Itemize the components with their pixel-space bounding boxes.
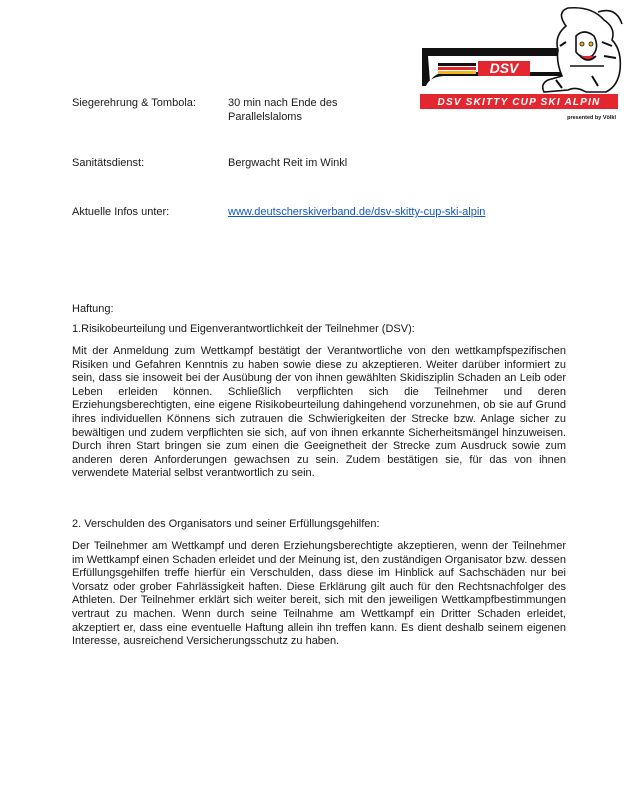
dsv-brand-text: DSV xyxy=(489,60,519,76)
liability-title: Haftung: xyxy=(72,303,114,315)
info-value: Bergwacht Reit im Winkl xyxy=(228,157,348,169)
section2-heading: 2. Verschulden des Organisators und seiner Erfüllungsgehilfen: xyxy=(72,518,380,530)
info-label: Aktuelle Infos unter: xyxy=(72,206,170,218)
section1-paragraph: Mit der Anmeldung zum Wettkampf bestätigt der Verantwortliche von den wettkampfspezifischen Risiken und Gefahren Kenntnis zu haben sowie diese zu akzeptieren. Weiter darüber informiert zu sein, dass sie insoweit bei der Ausübung der von ihnen gewählten Skidisziplin Schaden an Leib oder Leben erleiden können. Schließlich verpflichten sich die Teilnehmer und deren Erziehungsberechtigten, eine eigene Risikobeurteilung dahingehend vorzunehmen, ob sie auf Grund ihres individuellen Könnens sich zutrauen die Schwierigkeiten der Strecke bzw. Anlage sicher zu bewältigen und zudem verpflichten sie sich, auf von ihnen erkannte Sicherheitsmängel hinzuweisen. Durch ihren Start bringen sie zum einen die Geeignetheit der Strecke zum Ausdruck sowie zum anderen deren Anforderungen gewachsen zu sein. Zudem bestätigen sie, für das von ihnen verwendete Material selbst verantwortlich zu sein. xyxy=(72,345,566,480)
info-value-line: 30 min nach Ende des xyxy=(228,97,338,109)
info-value-line: Parallelslaloms xyxy=(228,111,302,123)
info-label: Sanitätsdienst: xyxy=(72,157,145,169)
info-label: Siegerehrung & Tombola: xyxy=(72,97,196,109)
info-value xyxy=(228,96,528,124)
presented-by-text: presented by Völkl xyxy=(567,115,616,121)
section1-heading: 1.Risikobeurteilung und Eigenverantwortlichkeit der Teilnehmer (DSV): xyxy=(72,323,415,335)
info-link[interactable]: www.deutscherskiverband.de/dsv-skitty-cup-ski-alpin xyxy=(228,206,486,218)
banner-text: DSV SKITTY CUP SKI ALPIN xyxy=(437,97,601,108)
section2-paragraph: Der Teilnehmer am Wettkampf und deren Erziehungsberechtigte akzeptieren, wenn der Teilnehmer im Wettkampf einen Schaden erleidet und der Meinung ist, den zuständigen Organisator bzw. dessen Erfüllungsgehilfen treffe hierfür ein Verschulden, dass diese im Hinblick auf Sachschäden nur bei Vorsatz oder grober Fahrlässigkeit haften. Diese Erklärung gilt auch für den Rechtsnachfolger des Athleten. Der Teilnehmer erklärt sich weiter bereit, sich mit den jeweiligen Wettkampfbestimmungen vertraut zu machen. Wenn durch seine Teilnahme am Wettkampf ein Dritter Schaden erleidet, akzeptiert er, dass eine eventuelle Haftung allein ihn treffen kann. Es dient deshalb seinem eigenen Interesse, ausreichend Versicherungsschutz zu haben. xyxy=(72,540,566,648)
